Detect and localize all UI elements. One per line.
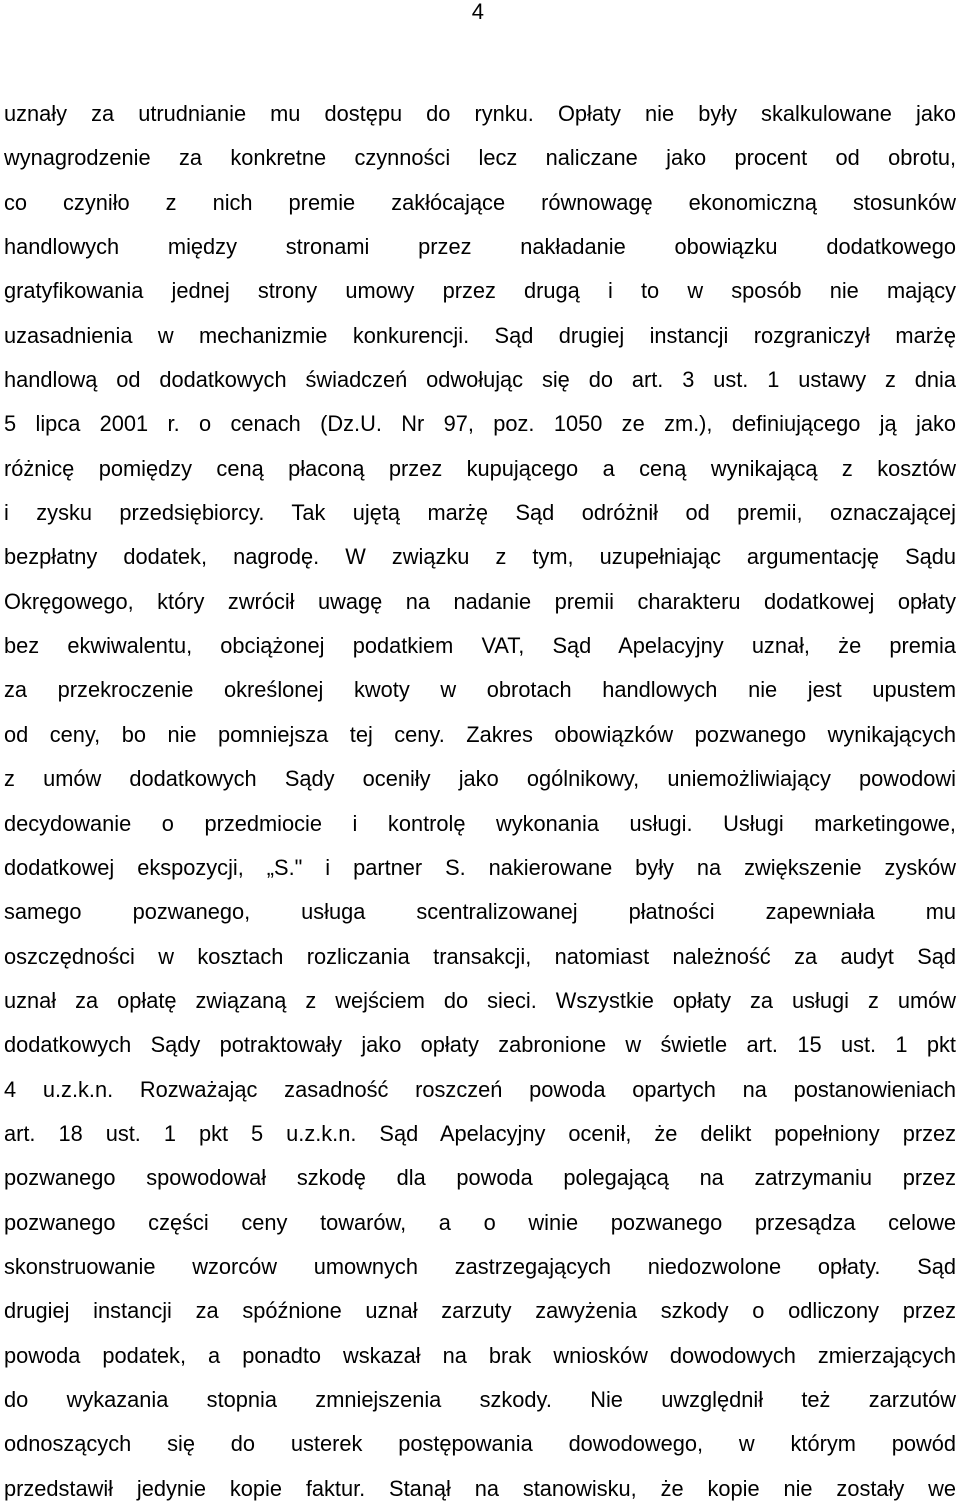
text-line: gratyfikowania jednej strony umowy przez drugą i to w sposób nie mający bbox=[4, 278, 956, 304]
text-line: handlowych między stronami przez nakładanie obowiązku dodatkowego bbox=[4, 234, 956, 260]
text-line: bezpłatny dodatek, nagrodę. W związku z tym, uzupełniając argumentację Sądu bbox=[4, 544, 956, 570]
text-line: skonstruowanie wzorców umownych zastrzegających niedozwolone opłaty. Sąd bbox=[4, 1253, 956, 1279]
page-number-text: 4 bbox=[471, 0, 484, 24]
text-line: różnicę pomiędzy ceną płaconą przez kupującego a ceną wynikającą z kosztów bbox=[4, 455, 956, 481]
text-line: uzasadnienia w mechanizmie konkurencji. Sąd drugiej instancji rozgraniczył marżę bbox=[4, 322, 956, 348]
text-line: do wykazania stopnia zmniejszenia szkody. Nie uwzględnił też zarzutów bbox=[4, 1386, 956, 1412]
document-body bbox=[4, 92, 956, 1511]
text-line: drugiej instancji za spóźnione uznał zarzuty zawyżenia szkody o odliczony przez bbox=[4, 1298, 956, 1324]
text-line: za przekroczenie określonej kwoty w obrotach handlowych nie jest upustem bbox=[4, 677, 956, 703]
text-line: przedstawił jedynie kopie faktur. Stanął na stanowisku, że kopie nie zostały we bbox=[4, 1475, 956, 1501]
text-line: dodatkowych Sądy potraktowały jako opłaty zabronione w świetle art. 15 ust. 1 pkt bbox=[4, 1032, 956, 1058]
text-line: wynagrodzenie za konkretne czynności lecz naliczane jako procent od obrotu, bbox=[4, 145, 956, 171]
text-line: pozwanego spowodował szkodę dla powoda polegającą na zatrzymaniu przez bbox=[4, 1165, 956, 1191]
text-line: z umów dodatkowych Sądy oceniły jako ogólnikowy, uniemożliwiający powodowi bbox=[4, 766, 956, 792]
text-line: 5 lipca 2001 r. o cenach (Dz.U. Nr 97, poz. 1050 ze zm.), definiującego ją jako bbox=[4, 411, 956, 437]
text-line: i zysku przedsiębiorcy. Tak ujętą marżę Sąd odróżnił od premii, oznaczającej bbox=[4, 500, 956, 526]
text-line: powoda podatek, a ponadto wskazał na brak wniosków dowodowych zmierzających bbox=[4, 1342, 956, 1368]
text-line: oszczędności w kosztach rozliczania transakcji, natomiast należność za audyt Sąd bbox=[4, 943, 956, 969]
text-line: decydowanie o przedmiocie i kontrolę wykonania usługi. Usługi marketingowe, bbox=[4, 810, 956, 836]
text-line: 4 u.z.k.n. Rozważając zasadność roszczeń powoda opartych na postanowieniach bbox=[4, 1076, 956, 1102]
text-line: od ceny, bo nie pomniejsza tej ceny. Zakres obowiązków pozwanego wynikających bbox=[4, 721, 956, 747]
text-line: dodatkowej ekspozycji, „S." i partner S. nakierowane były na zwiększenie zysków bbox=[4, 854, 956, 880]
text-line: odnoszących się do usterek postępowania dowodowego, w którym powód bbox=[4, 1431, 956, 1457]
text-line: handlową od dodatkowych świadczeń odwołując się do art. 3 ust. 1 ustawy z dnia bbox=[4, 367, 956, 393]
text-line: samego pozwanego, usługa scentralizowanej płatności zapewniała mu bbox=[4, 899, 956, 925]
text-line: co czyniło z nich premie zakłócające równowagę ekonomiczną stosunków bbox=[4, 189, 956, 215]
text-line: Okręgowego, który zwrócił uwagę na nadanie premii charakteru dodatkowej opłaty bbox=[4, 588, 956, 614]
text-line: pozwanego części ceny towarów, a o winie pozwanego przesądza celowe bbox=[4, 1209, 956, 1235]
text-line: bez ekwiwalentu, obciążonej podatkiem VAT, Sąd Apelacyjny uznał, że premia bbox=[4, 633, 956, 659]
text-line: art. 18 ust. 1 pkt 5 u.z.k.n. Sąd Apelacyjny ocenił, że delikt popełniony przez bbox=[4, 1120, 956, 1146]
text-line: uznały za utrudnianie mu dostępu do rynku. Opłaty nie były skalkulowane jako bbox=[4, 101, 956, 126]
text-line: uznał za opłatę związaną z wejściem do sieci. Wszystkie opłaty za usługi z umów bbox=[4, 987, 956, 1013]
